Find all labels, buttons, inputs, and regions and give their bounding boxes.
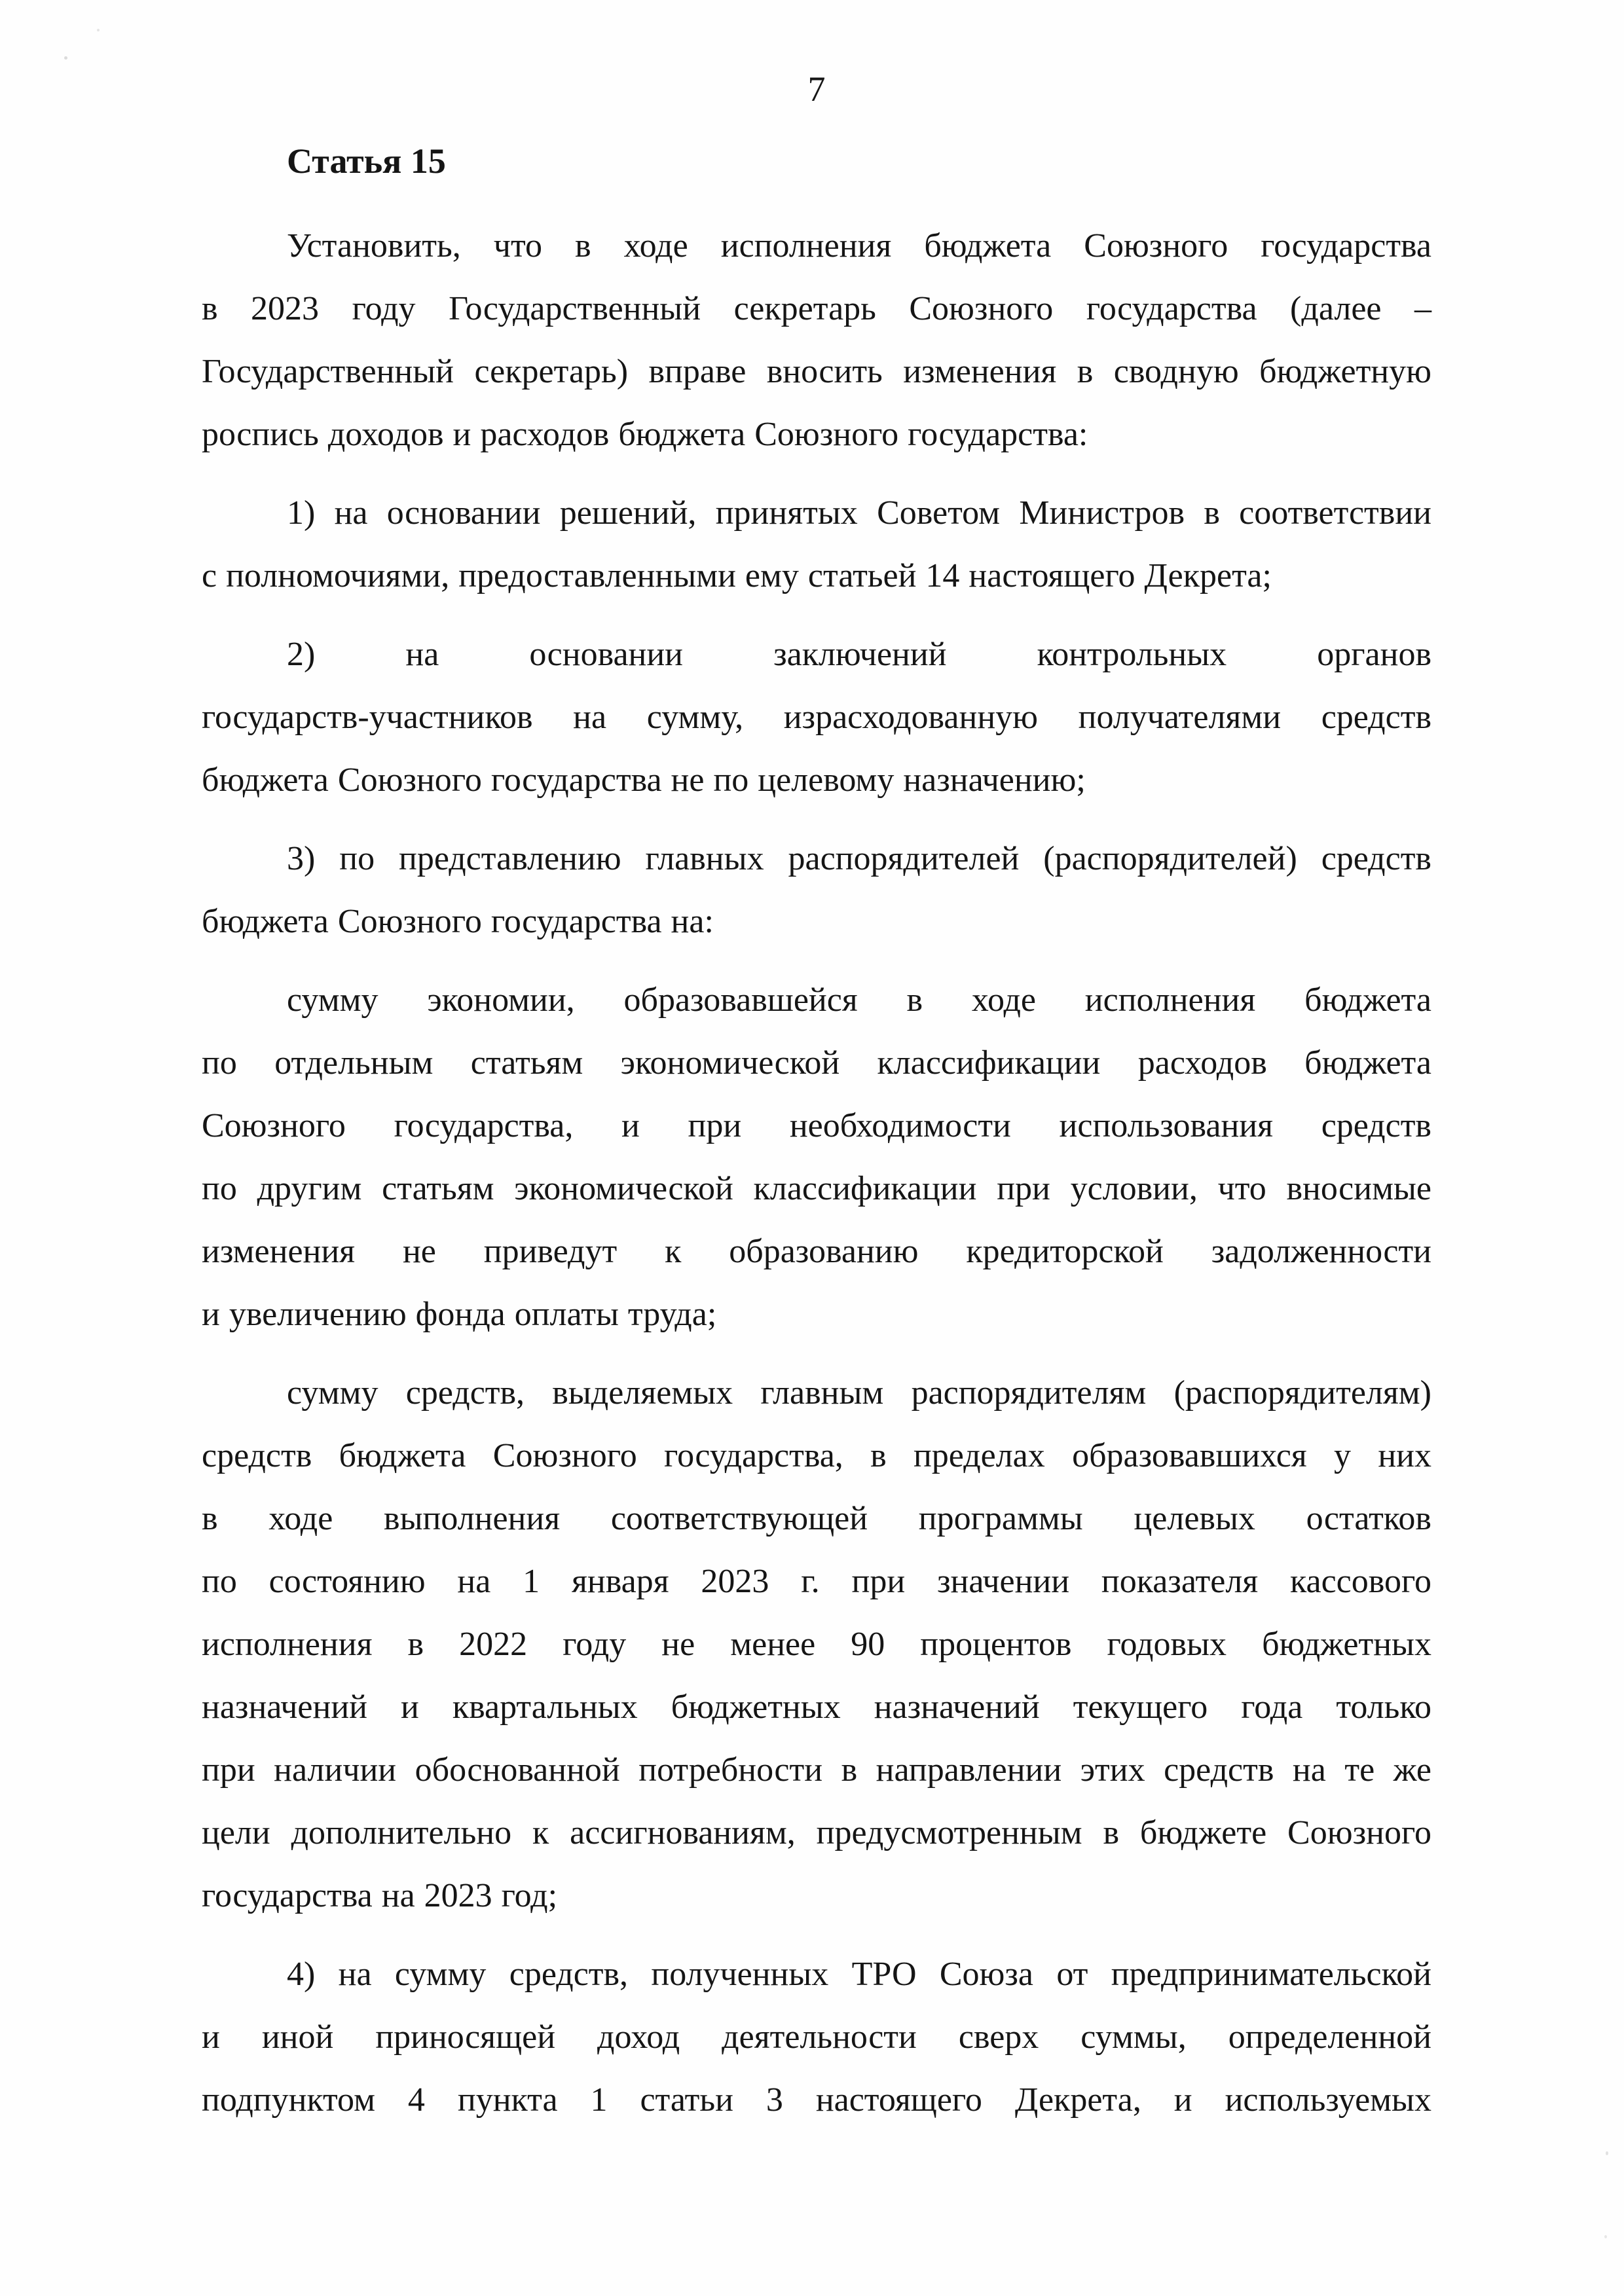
- paragraph-line: средств бюджета Союзного государства, в пределах образовавшихся у них: [202, 1437, 1431, 1474]
- paragraph: [202, 215, 1431, 466]
- paragraph-line: в 2023 году Государственный секретарь Союзного государства (далее –: [202, 290, 1431, 327]
- paragraph-line: цели дополнительно к ассигнованиям, предусмотренным в бюджете Союзного: [202, 1814, 1431, 1851]
- paragraph-line: 4) на сумму средств, полученных ТРО Союза от предпринимательской: [287, 1956, 1431, 1993]
- paragraph-line: государства на 2023 год;: [202, 1877, 558, 1914]
- article-heading: Статья 15: [287, 141, 446, 181]
- document-body: [202, 215, 1431, 2132]
- paragraph: [202, 1362, 1431, 1927]
- paragraph-line: Установить, что в ходе исполнения бюджета Союзного государства: [287, 227, 1431, 264]
- paragraph: [202, 1943, 1431, 2132]
- paragraph-line: Государственный секретарь) вправе вносить изменения в сводную бюджетную: [202, 353, 1431, 390]
- paragraph-line: бюджета Союзного государства на:: [202, 903, 714, 940]
- paragraph-line: по состоянию на 1 января 2023 г. при значении показателя кассового: [202, 1563, 1431, 1600]
- paragraph-line: назначений и квартальных бюджетных назначений текущего года только: [202, 1688, 1431, 1726]
- paragraph-line: сумму средств, выделяемых главным распорядителям (распорядителям): [287, 1374, 1431, 1412]
- paragraph-line: изменения не приведут к образованию кредиторской задолженности: [202, 1233, 1431, 1270]
- paragraph-line: в ходе выполнения соответствующей программы целевых остатков: [202, 1500, 1431, 1537]
- paragraph-line: с полномочиями, предоставленными ему статьей 14 настоящего Декрета;: [202, 557, 1272, 594]
- paragraph-line: при наличии обоснованной потребности в направлении этих средств на те же: [202, 1751, 1431, 1789]
- paragraph-line: Союзного государства, и при необходимости использования средств: [202, 1107, 1431, 1144]
- scan-speck: [64, 56, 67, 60]
- paragraph-line: и увеличению фонда оплаты труда;: [202, 1296, 717, 1333]
- paragraph-line: бюджета Союзного государства не по целевому назначению;: [202, 761, 1086, 799]
- scan-speck: [97, 29, 100, 31]
- paragraph: [202, 623, 1431, 812]
- paragraph-line: государств-участников на сумму, израсходованную получателями средств: [202, 699, 1431, 736]
- scan-speck: [1604, 2235, 1607, 2238]
- paragraph: [202, 828, 1431, 953]
- paragraph-line: 2) на основании заключений контрольных органов: [287, 636, 1431, 673]
- paragraph: [202, 969, 1431, 1346]
- paragraph-line: исполнения в 2022 году не менее 90 процентов годовых бюджетных: [202, 1626, 1431, 1663]
- paragraph-line: 1) на основании решений, принятых Советом Министров в соответствии: [287, 494, 1431, 532]
- paragraph-line: 3) по представлению главных распорядителей (распорядителей) средств: [287, 840, 1431, 877]
- paragraph-line: по другим статьям экономической классификации при условии, что вносимые: [202, 1170, 1431, 1207]
- page-number: 7: [807, 69, 826, 109]
- paragraph-line: по отдельным статьям экономической классификации расходов бюджета: [202, 1044, 1431, 1082]
- scan-speck: [1606, 2151, 1608, 2155]
- paragraph-line: роспись доходов и расходов бюджета Союзного государства:: [202, 416, 1088, 453]
- paragraph-line: и иной приносящей доход деятельности сверх суммы, определенной: [202, 2018, 1431, 2056]
- paragraph: [202, 482, 1431, 608]
- text-block: [202, 65, 1431, 2132]
- paragraph-line: подпунктом 4 пункта 1 статьи 3 настоящего Декрета, и используемых: [202, 2081, 1431, 2119]
- paragraph-line: сумму экономии, образовавшейся в ходе исполнения бюджета: [287, 981, 1431, 1019]
